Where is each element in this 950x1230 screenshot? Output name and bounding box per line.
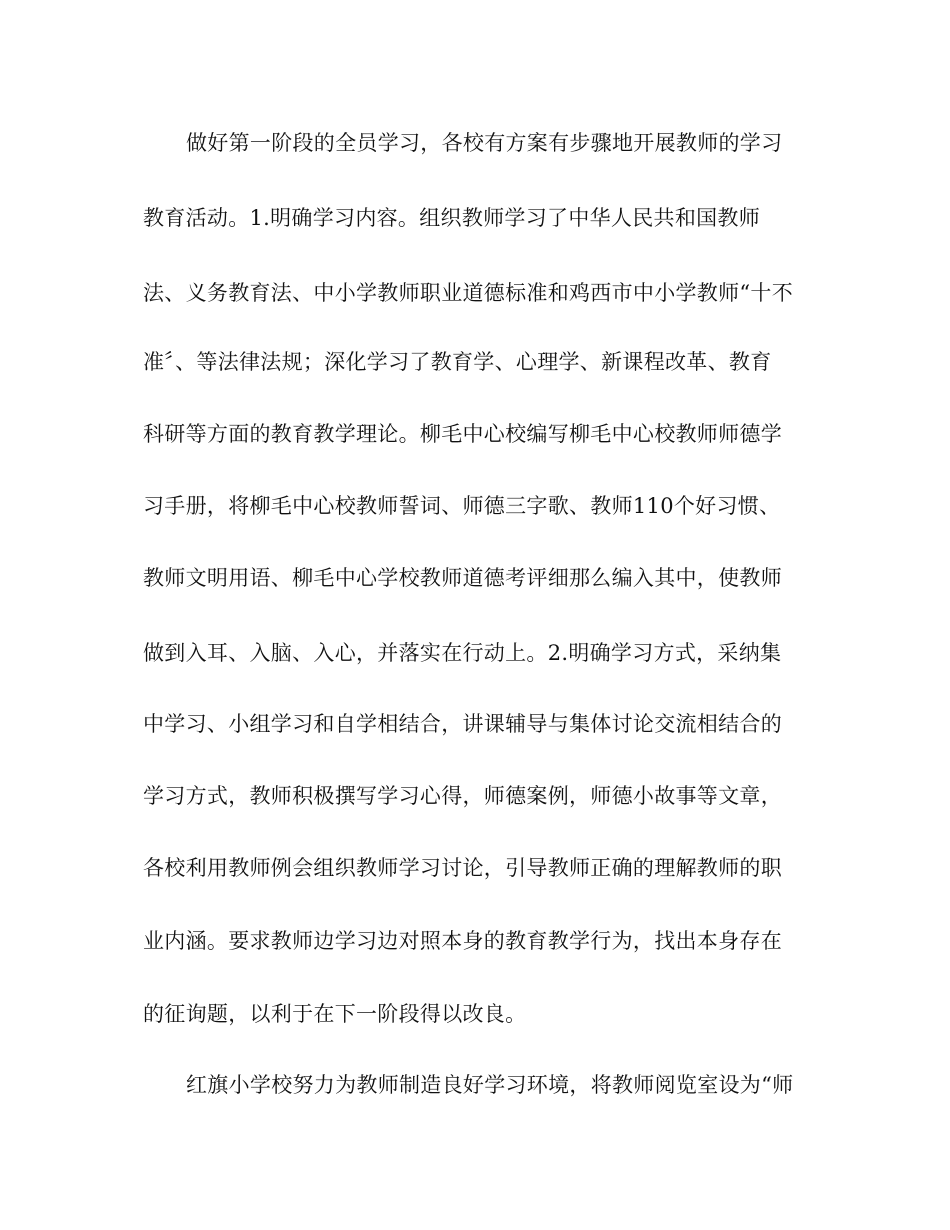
paragraph-1-line-9: 中学习、小组学习和自学相结合，讲课辅导与集体讨论交流相结合的 [143, 712, 782, 736]
paragraph-1-line-7: 教师文明用语、柳毛中心学校教师道德考评细那么编入其中，使教师 [143, 566, 782, 590]
paragraph-1-line-1: 做好第一阶段的全员学习，各校有方案有步骤地开展教师的学习 [186, 131, 783, 155]
paragraph-1-line-12: 业内涵。要求教师边学习边对照本身的教育教学行为，找出本身存在 [143, 929, 782, 953]
paragraph-2-line-1: 红旗小学校努力为教师制造良好学习环境，将教师阅览室设为“师 [186, 1073, 794, 1097]
paragraph-1-line-13: 的征询题，以利于在下一阶段得以改良。 [143, 1002, 527, 1026]
paragraph-1-line-11: 各校利用教师例会组织教师学习讨论，引导教师正确的理解教师的职 [143, 856, 782, 880]
paragraph-1-line-10: 学习方式，教师积极撰写学习心得，师德案例，师德小故事等文章， [143, 784, 782, 808]
paragraph-1-line-4: 准〞、等法律法规；深化学习了教育学、心理学、新课程改革、教育 [143, 350, 772, 374]
paragraph-1-line-2: 教育活动。1.明确学习内容。组织教师学习了中华人民共和国教师 [143, 206, 761, 230]
paragraph-1-line-6: 习手册，将柳毛中心校教师誓词、师德三字歌、教师110个好习惯、 [143, 494, 781, 518]
paragraph-1-line-3: 法、义务教育法、中小学教师职业道德标准和鸡西市中小学教师“十不 [143, 281, 794, 305]
paragraph-1-line-8: 做到入耳、入脑、入心，并落实在行动上。2.明确学习方式，采纳集 [143, 641, 782, 665]
paragraph-1-line-5: 科研等方面的教育教学理论。柳毛中心校编写柳毛中心校教师师德学 [143, 422, 782, 446]
